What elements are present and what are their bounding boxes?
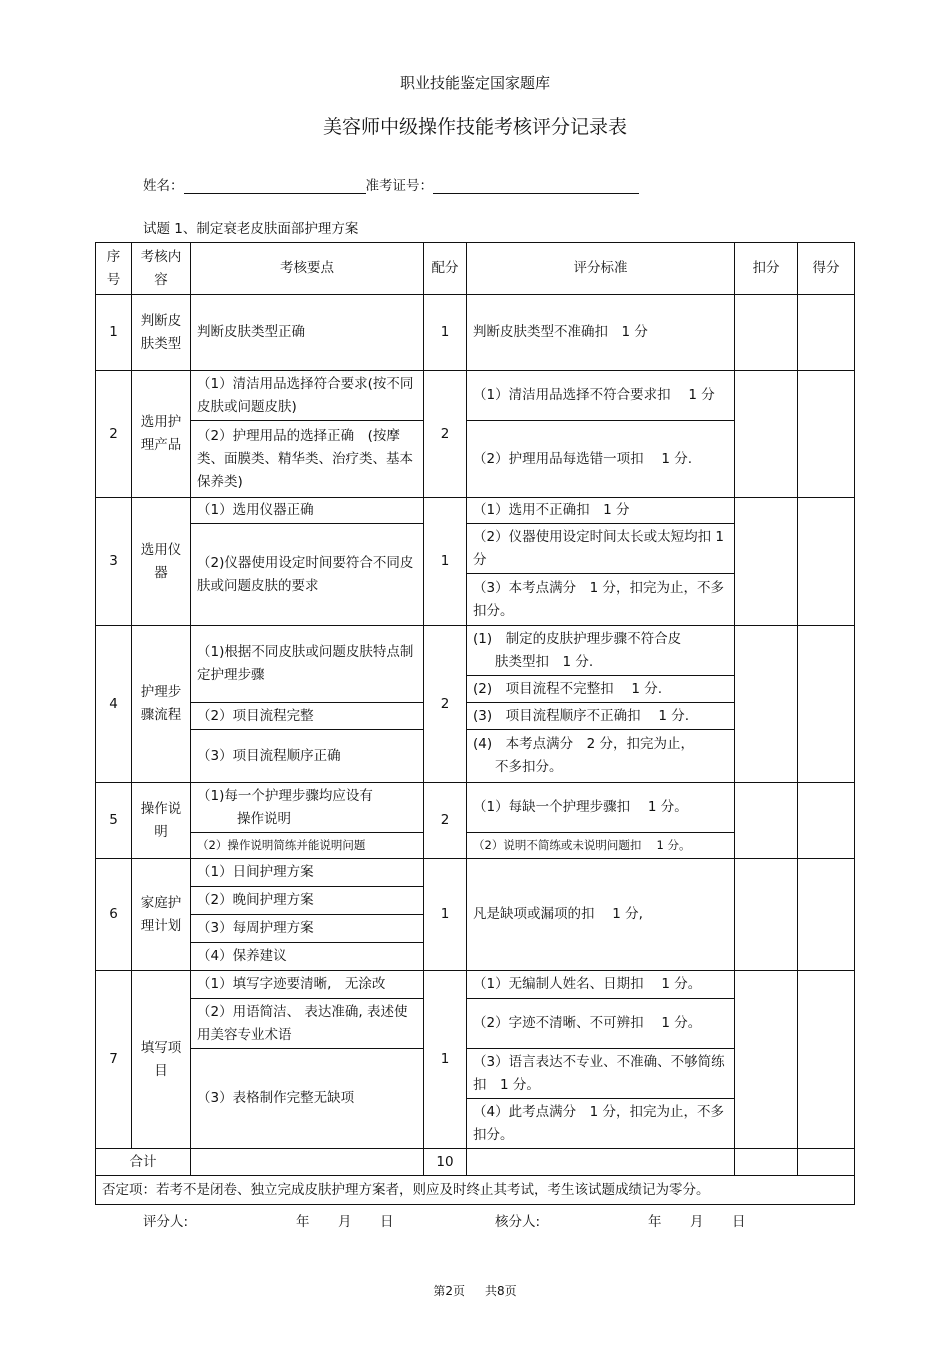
total-label: 合计: [96, 1149, 191, 1176]
total-row: [96, 1149, 855, 1176]
col-no: 序号: [96, 243, 132, 295]
exam-no-field[interactable]: [433, 177, 639, 194]
col-points: 考核要点: [191, 243, 424, 295]
gain-cell[interactable]: [798, 783, 855, 859]
table-row: [96, 859, 855, 887]
grader-year: 年: [296, 1214, 310, 1230]
col-content: 考核内容: [132, 243, 191, 295]
table-row: [96, 626, 855, 676]
criteria-line: 不多扣分。: [495, 759, 563, 775]
row-point: （2）用语简洁、 表达准确, 表述使用美容专业术语: [191, 999, 424, 1049]
criteria-line: 肤类型扣 1 分.: [495, 653, 594, 670]
row-criteria: （3）语言表达不专业、不准确、不够简练扣 1 分。: [467, 1049, 735, 1099]
gain-cell[interactable]: [798, 626, 855, 783]
row-score: 2: [424, 783, 467, 859]
checker-month: 月: [690, 1214, 704, 1230]
row-content: 判断皮肤类型: [132, 295, 191, 371]
row-point: （1)根据不同皮肤或问题皮肤特点制定护理步骤: [191, 626, 424, 703]
gain-cell[interactable]: [798, 295, 855, 371]
deduct-cell[interactable]: [735, 859, 798, 971]
identity-line: [143, 174, 639, 194]
row-point: （2）项目流程完整: [191, 703, 424, 730]
row-point: （4）保养建议: [191, 943, 424, 971]
checker-label: 核分人:: [495, 1214, 541, 1230]
row-criteria: （4）此考点满分 1 分，扣完为止，不多扣分。: [467, 1099, 735, 1149]
subject-title: 试题 1、制定衰老皮肤面部护理方案: [143, 221, 359, 237]
row-no: 5: [96, 783, 132, 859]
row-criteria: （2）护理用品每选错一项扣 1 分.: [467, 421, 735, 498]
row-criteria: 凡是缺项或漏项的扣 1 分,: [467, 859, 735, 971]
row-criteria: （2）说明不简练或未说明问题扣 1 分。: [467, 833, 735, 859]
gain-cell[interactable]: [798, 859, 855, 971]
gain-cell[interactable]: [798, 371, 855, 498]
point-line: 操作说明: [237, 810, 291, 827]
row-content: 护理步骤流程: [132, 626, 191, 783]
row-point: （3）每周护理方案: [191, 915, 424, 943]
point-line: （1)每一个护理步骤均应设有: [197, 787, 373, 804]
denial-row: [96, 1176, 855, 1205]
row-point: （3）项目流程顺序正确: [191, 730, 424, 783]
row-point: （2）操作说明简练并能说明问题: [191, 833, 424, 859]
page-footer: [0, 1282, 950, 1299]
row-no: 2: [96, 371, 132, 498]
deduct-cell[interactable]: [735, 626, 798, 783]
row-point: （2)仪器使用设定时间要符合不同皮肤或问题皮肤的要求: [191, 524, 424, 626]
row-point: （2）晚间护理方案: [191, 887, 424, 915]
row-point: （1）填写字迹要清晰, 无涂改: [191, 971, 424, 999]
form-title: 美容师中级操作技能考核评分记录表: [322, 116, 627, 138]
row-criteria: （1）每缺一个护理步骤扣 1 分。: [467, 783, 735, 833]
gain-cell[interactable]: [798, 1149, 855, 1176]
row-no: 3: [96, 498, 132, 626]
criteria-line: (4) 本考点满分 2 分，扣完为止，: [473, 736, 695, 752]
table-row: [96, 971, 855, 999]
scoring-table: [95, 242, 855, 1205]
row-criteria: （1）无编制人姓名、日期扣 1 分。: [467, 971, 735, 999]
row-score: 1: [424, 971, 467, 1149]
denial-note: 否定项：若考不是闭卷、独立完成皮肤护理方案者，则应及时终止其考试，考生该试题成绩记为零分。: [96, 1176, 855, 1205]
row-criteria: [467, 626, 735, 676]
deduct-cell[interactable]: [735, 498, 798, 626]
name-field[interactable]: [184, 177, 366, 194]
table-row: [96, 783, 855, 833]
page-number: 第2页: [433, 1284, 465, 1298]
row-point: （1）选用仪器正确: [191, 498, 424, 524]
row-criteria: 判断皮肤类型不准确扣 1 分: [467, 295, 735, 371]
row-criteria: （2）仪器使用设定时间太长或太短均扣 1 分: [467, 524, 735, 574]
grader-day: 日: [380, 1214, 394, 1230]
deduct-cell[interactable]: [735, 371, 798, 498]
gain-cell[interactable]: [798, 498, 855, 626]
row-criteria: (3) 项目流程顺序不正确扣 1 分.: [467, 703, 735, 730]
row-criteria: [467, 730, 735, 783]
row-score: 2: [424, 371, 467, 498]
row-no: 4: [96, 626, 132, 783]
grader-month: 月: [338, 1214, 352, 1230]
deduct-cell[interactable]: [735, 295, 798, 371]
row-criteria: （1）清洁用品选择不符合要求扣 1 分: [467, 371, 735, 421]
header-row: [96, 243, 855, 295]
criteria-line: (1) 制定的皮肤护理步骤不符合皮: [473, 630, 682, 647]
total-score: 10: [424, 1149, 467, 1176]
row-criteria: （3）本考点满分 1 分，扣完为止，不多扣分。: [467, 574, 735, 626]
row-point: 判断皮肤类型正确: [191, 295, 424, 371]
col-deduct: 扣分: [735, 243, 798, 295]
question-bank-title: 职业技能鉴定国家题库: [399, 74, 550, 92]
row-point: （1）日间护理方案: [191, 859, 424, 887]
row-score: 2: [424, 626, 467, 783]
row-content: 家庭护理计划: [132, 859, 191, 971]
row-point: （1）清洁用品选择符合要求(按不同皮肤或问题皮肤): [191, 371, 424, 421]
table-row: [96, 371, 855, 421]
deduct-cell[interactable]: [735, 783, 798, 859]
row-content: 操作说明: [132, 783, 191, 859]
deduct-cell[interactable]: [735, 1149, 798, 1176]
exam-no-label: 准考证号：: [365, 178, 433, 194]
row-no: 1: [96, 295, 132, 371]
checker-day: 日: [732, 1214, 746, 1230]
row-score: 1: [424, 295, 467, 371]
grader-label: 评分人:: [143, 1214, 189, 1230]
deduct-cell[interactable]: [735, 971, 798, 1149]
row-point: （2）护理用品的选择正确 (按摩类、面膜类、精华类、治疗类、基本保养类): [191, 421, 424, 498]
row-criteria: （2）字迹不清晰、不可辨扣 1 分。: [467, 999, 735, 1049]
col-gain: 得分: [798, 243, 855, 295]
table-row: [96, 295, 855, 371]
row-point: （3）表格制作完整无缺项: [191, 1049, 424, 1149]
row-content: 填写项目: [132, 971, 191, 1149]
gain-cell[interactable]: [798, 971, 855, 1149]
col-score: 配分: [424, 243, 467, 295]
row-content: 选用护理产品: [132, 371, 191, 498]
col-criteria: 评分标准: [467, 243, 735, 295]
table-row: [96, 498, 855, 524]
name-label: 姓名：: [143, 178, 184, 194]
page-total: 共8页: [485, 1284, 517, 1298]
row-no: 6: [96, 859, 132, 971]
row-score: 1: [424, 859, 467, 971]
row-criteria: （1）选用不正确扣 1 分: [467, 498, 735, 524]
row-criteria: (2) 项目流程不完整扣 1 分.: [467, 676, 735, 703]
row-content: 选用仪器: [132, 498, 191, 626]
row-point: [191, 783, 424, 833]
row-score: 1: [424, 498, 467, 626]
row-no: 7: [96, 971, 132, 1149]
checker-year: 年: [648, 1214, 662, 1230]
